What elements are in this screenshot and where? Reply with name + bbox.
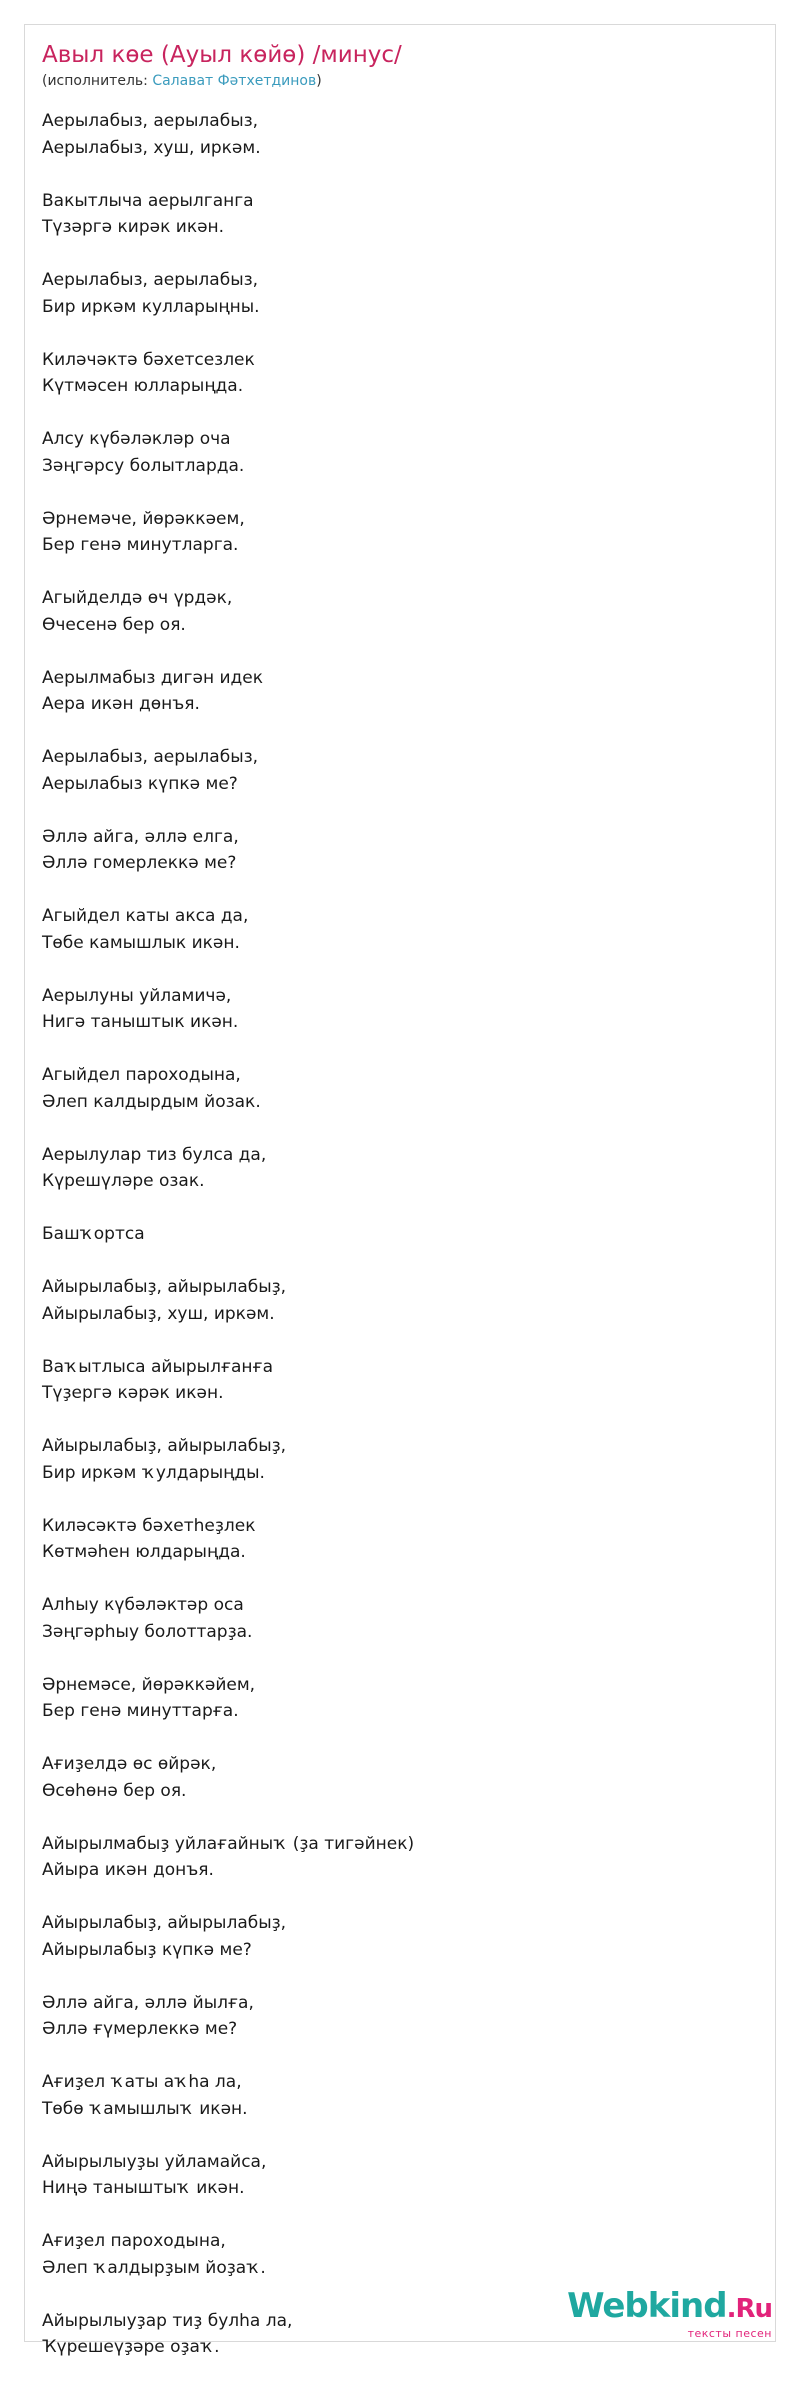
lyrics-stanza bbox=[42, 1062, 762, 1115]
lyrics-stanza bbox=[42, 1221, 762, 1248]
lyrics-stanza bbox=[42, 1354, 762, 1407]
lyric-line: Киләсәктә бәхетһеҙлек bbox=[42, 1515, 256, 1536]
lyrics-stanza bbox=[42, 2069, 762, 2122]
lyrics-stanza bbox=[42, 267, 762, 320]
lyrics-stanza bbox=[42, 108, 762, 161]
lyric-line: Аерылабыз, аерылабыз, bbox=[42, 111, 259, 131]
lyric-line: Айырылабыҙ, айырылабыҙ, bbox=[42, 1913, 287, 1933]
lyric-line: Әллә гомерлеккә ме? bbox=[42, 853, 237, 873]
lyric-line: Айырылабыҙ, айырылабыҙ, bbox=[42, 1436, 287, 1456]
lyrics-stanza bbox=[42, 2228, 762, 2281]
lyric-line: Аерылмабыз дигән идек bbox=[42, 667, 263, 688]
lyric-line: Айырылыуҙар тиҙ булһа ла, bbox=[42, 2310, 293, 2331]
lyrics-stanza bbox=[42, 1751, 762, 1804]
lyric-line: Башҡортса bbox=[42, 1224, 145, 1244]
lyric-line: Айырылабыҙ, хуш, иркәм. bbox=[42, 1303, 275, 1324]
lyric-line: Зәңгәрсу болытларда. bbox=[42, 455, 245, 476]
lyric-line: Ниңә таныштыҡ икән. bbox=[42, 2178, 245, 2198]
lyric-line: Әллә ғүмерлеккә ме? bbox=[42, 2019, 238, 2039]
lyrics-stanza bbox=[42, 188, 762, 241]
lyric-line: Алһыу күбәләктәр оса bbox=[42, 1595, 244, 1615]
lyric-line: Күтмәсен юлларыңда. bbox=[42, 376, 244, 396]
lyrics-stanza bbox=[42, 426, 762, 479]
performer-link[interactable]: Салават Фәтхетдинов bbox=[152, 73, 317, 89]
lyric-line: Күрешүләре озак. bbox=[42, 1171, 205, 1191]
lyric-line: Ағиҙел пароходына, bbox=[42, 2231, 226, 2251]
lyric-line: Бир иркәм кулларыңны. bbox=[42, 296, 260, 317]
lyric-line: Түҙергә кәрәк икән. bbox=[42, 1383, 224, 1403]
lyric-line: Айырылыуҙы уйламайса, bbox=[42, 2151, 267, 2172]
lyric-line: Аерылабыз, аерылабыз, bbox=[42, 747, 259, 767]
performer-line bbox=[42, 71, 762, 91]
lyrics-stanza bbox=[42, 2149, 762, 2202]
lyrics-stanza bbox=[42, 824, 762, 877]
lyric-line: Агыйдел пароходына, bbox=[42, 1065, 241, 1085]
lyric-line: Вакытлыча аерылганга bbox=[42, 190, 254, 211]
lyrics-stanza bbox=[42, 1142, 762, 1195]
lyrics-stanza bbox=[42, 665, 762, 718]
lyric-line: Әлеп калдырдым йозак. bbox=[42, 1091, 261, 1112]
lyric-line: Киләчәктә бәхетсезлек bbox=[42, 349, 255, 370]
lyric-line: Әрнемәче, йөрәккәем, bbox=[42, 508, 245, 529]
lyric-line: Өсөһөнә бер оя. bbox=[42, 1780, 187, 1801]
lyric-line: Айырылабыҙ күпкә ме? bbox=[42, 1939, 252, 1960]
lyrics-stanza bbox=[42, 1433, 762, 1486]
lyric-line: Аерылулар тиз булса да, bbox=[42, 1144, 267, 1165]
lyric-line: Айырылмабыҙ уйлағайныҡ (ҙа тигәйнек) bbox=[42, 1833, 415, 1854]
lyrics-stanza bbox=[42, 1672, 762, 1725]
lyrics-stanza bbox=[42, 1990, 762, 2043]
lyrics-stanza bbox=[42, 585, 762, 638]
lyric-line: Бер генә минуттарға. bbox=[42, 1701, 239, 1721]
lyric-line: Бер генә минутларга. bbox=[42, 535, 239, 555]
lyric-line: Айыра икән донъя. bbox=[42, 1860, 214, 1880]
logo-tagline: тексты песен bbox=[687, 2327, 772, 2340]
lyric-line: Агыйдел каты акса да, bbox=[42, 906, 249, 926]
lyric-line: Ҡүрешеүҙәре оҙаҡ. bbox=[42, 2337, 220, 2357]
lyric-line: Айырылабыҙ, айырылабыҙ, bbox=[42, 1277, 287, 1297]
lyric-line: Әрнемәсе, йөрәккәйем, bbox=[42, 1674, 256, 1695]
lyric-line: Әллә айга, әллә йылға, bbox=[42, 1992, 254, 2013]
lyric-line: Зәңгәрһыу болоттарҙа. bbox=[42, 1621, 253, 1642]
lyrics-stanza bbox=[42, 1910, 762, 1963]
lyric-line: Аерылабыз, аерылабыз, bbox=[42, 270, 259, 290]
lyrics-body bbox=[42, 108, 762, 2387]
logo-kind-text: kind bbox=[647, 2286, 727, 2326]
lyric-line: Өчесенә бер оя. bbox=[42, 614, 186, 635]
lyric-line: Төбө ҡамышлыҡ икән. bbox=[42, 2098, 248, 2119]
lyric-line: Ваҡытлыса айырылғанға bbox=[42, 1356, 273, 1377]
lyric-line: Аера икән дөнъя. bbox=[42, 694, 200, 714]
song-header bbox=[42, 40, 762, 91]
lyric-line: Аерылуны уйламичә, bbox=[42, 985, 232, 1006]
lyric-line: Түзәргә кирәк икән. bbox=[42, 217, 225, 237]
performer-suffix: ) bbox=[316, 73, 322, 89]
performer-prefix: (исполнитель: bbox=[42, 73, 153, 89]
lyric-line: Агыйделдә өч үрдәк, bbox=[42, 588, 233, 608]
lyrics-stanza bbox=[42, 506, 762, 559]
lyric-line: Аерылабыз, хуш, иркәм. bbox=[42, 137, 261, 158]
webkind-watermark bbox=[567, 2286, 772, 2340]
lyric-line: Нигә таныштык икән. bbox=[42, 1012, 239, 1032]
song-title: Авыл көе (Ауыл көйө) /минус/ bbox=[42, 42, 402, 68]
lyrics-stanza bbox=[42, 903, 762, 956]
webkind-logo bbox=[567, 2286, 772, 2326]
lyrics-stanza bbox=[42, 744, 762, 797]
lyrics-stanza bbox=[42, 1592, 762, 1645]
lyric-line: Әллә айга, әллә елга, bbox=[42, 826, 239, 847]
lyrics-stanza bbox=[42, 1831, 762, 1884]
lyric-line: Ағиҙелдә өс өйрәк, bbox=[42, 1754, 217, 1774]
lyric-line: Бир иркәм ҡулдарыңды. bbox=[42, 1462, 265, 1483]
lyrics-stanza bbox=[42, 983, 762, 1036]
lyric-line: Төбе камышлык икән. bbox=[42, 932, 240, 953]
lyrics-stanza bbox=[42, 1513, 762, 1566]
lyric-line: Ағиҙел ҡаты аҡһа ла, bbox=[42, 2072, 242, 2092]
lyrics-stanza bbox=[42, 347, 762, 400]
logo-ru-text: .Ru bbox=[726, 2294, 772, 2324]
lyrics-stanza bbox=[42, 1274, 762, 1327]
lyric-line: Әлеп ҡалдырҙым йоҙаҡ. bbox=[42, 2257, 266, 2278]
lyric-line: Аерылабыз күпкә ме? bbox=[42, 773, 238, 794]
logo-web-text: Web bbox=[567, 2286, 648, 2326]
lyric-line: Алсу күбәләкләр оча bbox=[42, 429, 231, 449]
lyric-line: Көтмәһен юлдарыңда. bbox=[42, 1542, 246, 1562]
